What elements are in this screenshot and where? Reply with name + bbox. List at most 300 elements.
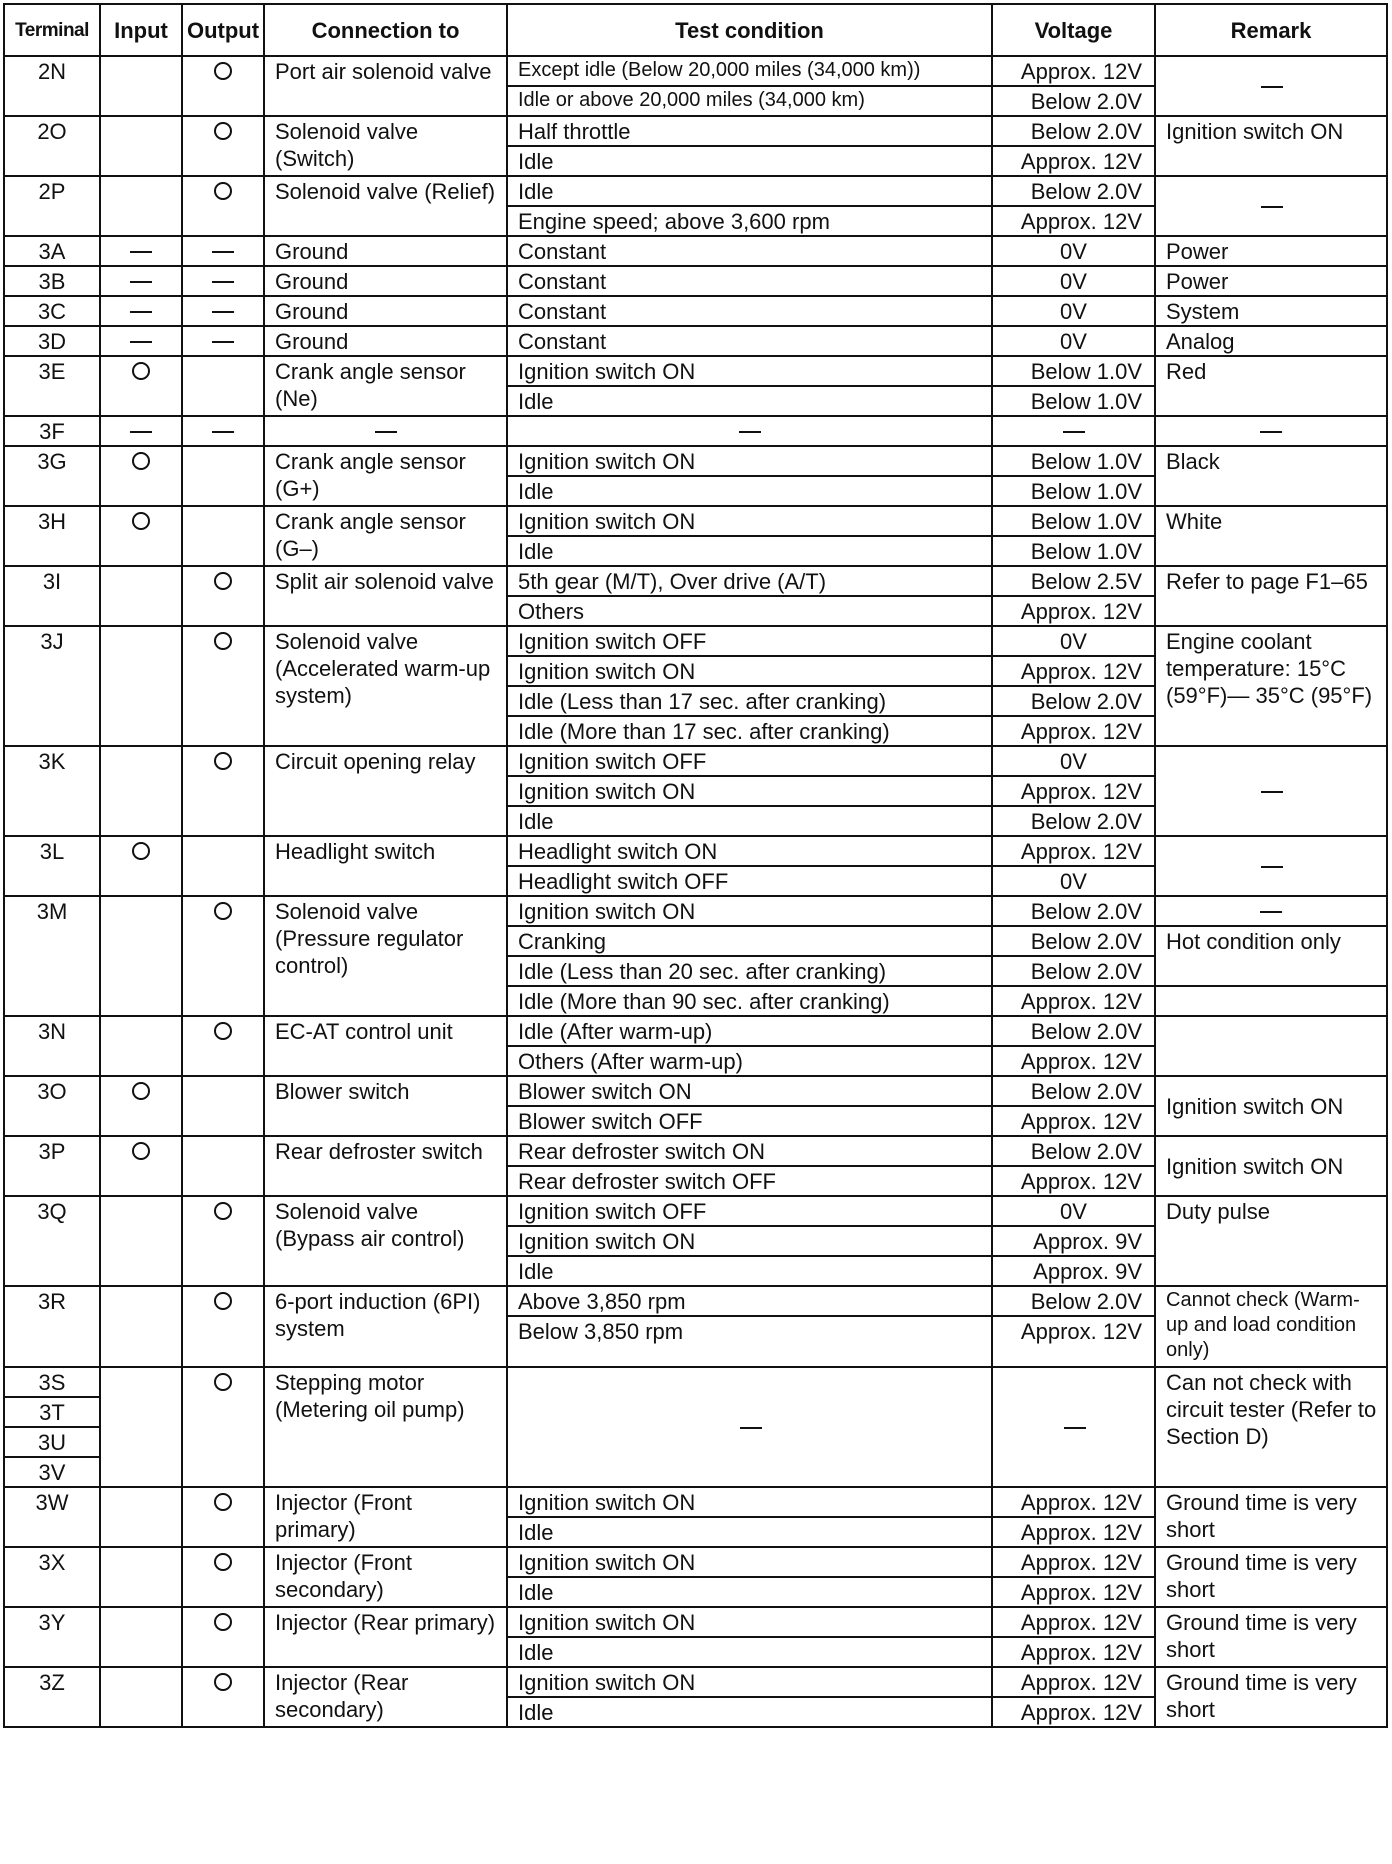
test-condition-cell: Except idle (Below 20,000 miles (34,000 km)) <box>507 56 992 86</box>
voltage-cell: Approx. 12V <box>992 1316 1155 1367</box>
header-row <box>4 4 1387 56</box>
dash-icon <box>130 281 152 283</box>
voltage-cell <box>992 1367 1155 1487</box>
table-row <box>4 1547 1387 1577</box>
header-test-condition: Test condition <box>507 4 992 56</box>
test-condition-cell: Idle (Less than 17 sec. after cranking) <box>507 686 992 716</box>
connection-cell: Ground <box>264 266 507 296</box>
terminal-cell: 3Y <box>4 1607 100 1667</box>
terminal-cell: 2N <box>4 56 100 116</box>
circle-icon <box>214 572 232 590</box>
test-condition-cell: Rear defroster switch OFF <box>507 1166 992 1196</box>
voltage-cell <box>992 416 1155 446</box>
test-condition-cell: Ignition switch ON <box>507 1607 992 1637</box>
terminal-cell: 3G <box>4 446 100 506</box>
connection-cell: Ground <box>264 236 507 266</box>
output-cell <box>182 416 264 446</box>
voltage-cell: Approx. 12V <box>992 1106 1155 1136</box>
remark-cell: Ground time is very short <box>1155 1667 1387 1727</box>
circle-icon <box>214 1292 232 1310</box>
input-cell <box>100 896 182 1016</box>
table-row <box>4 266 1387 296</box>
table-row <box>4 1487 1387 1517</box>
output-cell <box>182 446 264 506</box>
header-output: Output <box>182 4 264 56</box>
voltage-cell: Approx. 9V <box>992 1256 1155 1286</box>
terminal-cell: 3W <box>4 1487 100 1547</box>
terminal-cell: 3K <box>4 746 100 836</box>
terminal-cell: 3J <box>4 626 100 746</box>
test-condition-cell: Ignition switch ON <box>507 656 992 686</box>
dash-icon <box>212 281 234 283</box>
output-cell <box>182 1547 264 1607</box>
dash-icon <box>1261 206 1283 208</box>
voltage-cell: Approx. 12V <box>992 1577 1155 1607</box>
table-row <box>4 416 1387 446</box>
dash-icon <box>1260 911 1282 913</box>
dash-icon <box>1261 866 1283 868</box>
voltage-cell: 0V <box>992 326 1155 356</box>
voltage-cell: Below 1.0V <box>992 536 1155 566</box>
table-row <box>4 116 1387 146</box>
remark-cell: Black <box>1155 446 1387 506</box>
terminal-cell: 3M <box>4 896 100 1016</box>
test-condition-cell <box>507 416 992 446</box>
test-condition-cell: Ignition switch ON <box>507 1547 992 1577</box>
test-condition-cell: 5th gear (M/T), Over drive (A/T) <box>507 566 992 596</box>
connection-cell: Circuit opening relay <box>264 746 507 836</box>
table-row <box>4 1016 1387 1046</box>
connection-cell: Solenoid valve (Relief) <box>264 176 507 236</box>
voltage-cell: Below 2.0V <box>992 1136 1155 1166</box>
circle-icon <box>214 1202 232 1220</box>
dash-icon <box>740 1427 762 1429</box>
table-row <box>4 1667 1387 1697</box>
voltage-cell: Approx. 9V <box>992 1226 1155 1256</box>
voltage-cell: Below 1.0V <box>992 476 1155 506</box>
test-condition-cell: Rear defroster switch ON <box>507 1136 992 1166</box>
remark-cell: Ground time is very short <box>1155 1547 1387 1607</box>
connection-cell: Ground <box>264 296 507 326</box>
voltage-cell: Approx. 12V <box>992 1547 1155 1577</box>
connection-cell: Headlight switch <box>264 836 507 896</box>
table-row <box>4 1286 1387 1316</box>
voltage-cell: Below 1.0V <box>992 356 1155 386</box>
output-cell <box>182 1667 264 1727</box>
output-cell <box>182 626 264 746</box>
connection-cell: Rear defroster switch <box>264 1136 507 1196</box>
output-cell <box>182 356 264 416</box>
test-condition-cell: Engine speed; above 3,600 rpm <box>507 206 992 236</box>
remark-cell <box>1155 896 1387 926</box>
remark-cell: Power <box>1155 236 1387 266</box>
test-condition-cell: Ignition switch OFF <box>507 746 992 776</box>
connection-cell: Crank angle sensor (G–) <box>264 506 507 566</box>
circle-icon <box>132 512 150 530</box>
remark-cell: Power <box>1155 266 1387 296</box>
circle-icon <box>132 362 150 380</box>
output-cell <box>182 236 264 266</box>
connection-cell: Crank angle sensor (Ne) <box>264 356 507 416</box>
circle-icon <box>214 1373 232 1391</box>
output-cell <box>182 176 264 236</box>
dash-icon <box>130 431 152 433</box>
output-cell <box>182 296 264 326</box>
input-cell <box>100 356 182 416</box>
test-condition-cell: Ignition switch ON <box>507 896 992 926</box>
table-row <box>4 1607 1387 1637</box>
terminal-cell: 3V <box>4 1457 100 1487</box>
connection-cell: Injector (Front secondary) <box>264 1547 507 1607</box>
header-terminal: Terminal <box>4 4 100 56</box>
test-condition-cell: Cranking <box>507 926 992 956</box>
terminal-cell: 3O <box>4 1076 100 1136</box>
voltage-cell: Approx. 12V <box>992 1517 1155 1547</box>
input-cell <box>100 1286 182 1367</box>
output-cell <box>182 1076 264 1136</box>
output-cell <box>182 1136 264 1196</box>
test-condition-cell <box>507 1367 992 1487</box>
dash-icon <box>130 251 152 253</box>
voltage-cell: Approx. 12V <box>992 716 1155 746</box>
output-cell <box>182 116 264 176</box>
terminal-cell: 2P <box>4 176 100 236</box>
input-cell <box>100 416 182 446</box>
output-cell <box>182 1016 264 1076</box>
voltage-cell: Below 2.0V <box>992 1076 1155 1106</box>
circle-icon <box>132 452 150 470</box>
connection-cell: Stepping motor (Metering oil pump) <box>264 1367 507 1487</box>
test-condition-cell: Ignition switch ON <box>507 776 992 806</box>
input-cell <box>100 1487 182 1547</box>
terminal-cell: 3C <box>4 296 100 326</box>
connection-cell: Solenoid valve (Switch) <box>264 116 507 176</box>
remark-cell <box>1155 56 1387 116</box>
voltage-cell: Below 1.0V <box>992 386 1155 416</box>
test-condition-cell: Ignition switch ON <box>507 446 992 476</box>
test-condition-cell: Constant <box>507 266 992 296</box>
voltage-cell: 0V <box>992 746 1155 776</box>
test-condition-cell: Ignition switch OFF <box>507 1196 992 1226</box>
remark-cell: White <box>1155 506 1387 566</box>
dash-icon <box>212 341 234 343</box>
connection-cell: Solenoid valve (Pressure regulator control) <box>264 896 507 1016</box>
output-cell <box>182 56 264 116</box>
test-condition-cell: Idle <box>507 386 992 416</box>
voltage-cell: 0V <box>992 1196 1155 1226</box>
output-cell <box>182 506 264 566</box>
circle-icon <box>214 752 232 770</box>
voltage-cell: Approx. 12V <box>992 56 1155 86</box>
input-cell <box>100 566 182 626</box>
connection-cell: Blower switch <box>264 1076 507 1136</box>
circle-icon <box>214 182 232 200</box>
output-cell <box>182 1487 264 1547</box>
remark-cell: Ground time is very short <box>1155 1607 1387 1667</box>
input-cell <box>100 626 182 746</box>
table-row <box>4 296 1387 326</box>
test-condition-cell: Idle (More than 90 sec. after cranking) <box>507 986 992 1016</box>
circle-icon <box>214 1673 232 1691</box>
input-cell <box>100 236 182 266</box>
dash-icon <box>375 431 397 433</box>
voltage-cell: Approx. 12V <box>992 986 1155 1016</box>
output-cell <box>182 746 264 836</box>
input-cell <box>100 746 182 836</box>
terminal-cell: 3D <box>4 326 100 356</box>
dash-icon <box>739 431 761 433</box>
input-cell <box>100 1607 182 1667</box>
voltage-cell: Below 2.0V <box>992 806 1155 836</box>
test-condition-cell: Ignition switch ON <box>507 1226 992 1256</box>
remark-cell: Cannot check (Warm-up and load condition only) <box>1155 1286 1387 1367</box>
table-row <box>4 1076 1387 1106</box>
terminal-cell: 3H <box>4 506 100 566</box>
table-row <box>4 626 1387 656</box>
dash-icon <box>1063 431 1085 433</box>
connection-cell: Solenoid valve (Accelerated warm-up system) <box>264 626 507 746</box>
test-condition-cell: Idle or above 20,000 miles (34,000 km) <box>507 86 992 116</box>
voltage-cell: Approx. 12V <box>992 1487 1155 1517</box>
test-condition-cell: Headlight switch OFF <box>507 866 992 896</box>
voltage-cell: Below 2.0V <box>992 956 1155 986</box>
voltage-cell: Approx. 12V <box>992 1166 1155 1196</box>
test-condition-cell: Headlight switch ON <box>507 836 992 866</box>
circle-icon <box>132 842 150 860</box>
table-row <box>4 506 1387 536</box>
terminal-voltage-table <box>3 3 1388 1728</box>
input-cell <box>100 446 182 506</box>
test-condition-cell: Ignition switch ON <box>507 1487 992 1517</box>
circle-icon <box>214 902 232 920</box>
voltage-cell: Approx. 12V <box>992 596 1155 626</box>
remark-cell: Engine coolant temperature: 15°C (59°F)— 35°C (95°F) <box>1155 626 1387 746</box>
table-row <box>4 236 1387 266</box>
voltage-cell: Below 2.0V <box>992 116 1155 146</box>
table-row <box>4 896 1387 926</box>
terminal-cell: 3A <box>4 236 100 266</box>
remark-cell: System <box>1155 296 1387 326</box>
circle-icon <box>214 1493 232 1511</box>
voltage-cell: Below 2.0V <box>992 926 1155 956</box>
voltage-cell: Below 2.0V <box>992 176 1155 206</box>
circle-icon <box>214 62 232 80</box>
header-connection: Connection to <box>264 4 507 56</box>
input-cell <box>100 176 182 236</box>
voltage-cell: Below 1.0V <box>992 506 1155 536</box>
dash-icon <box>130 341 152 343</box>
connection-cell: Solenoid valve (Bypass air control) <box>264 1196 507 1286</box>
voltage-cell: 0V <box>992 296 1155 326</box>
terminal-cell: 3E <box>4 356 100 416</box>
voltage-cell: 0V <box>992 266 1155 296</box>
connection-cell: EC-AT control unit <box>264 1016 507 1076</box>
test-condition-cell: Idle <box>507 536 992 566</box>
test-condition-cell: Constant <box>507 326 992 356</box>
terminal-cell: 3U <box>4 1427 100 1457</box>
remark-cell <box>1155 416 1387 446</box>
output-cell <box>182 326 264 356</box>
voltage-cell: Approx. 12V <box>992 146 1155 176</box>
table-row <box>4 56 1387 86</box>
header-voltage: Voltage <box>992 4 1155 56</box>
terminal-voltage-sheet <box>3 3 1386 1859</box>
test-condition-cell: Idle <box>507 476 992 506</box>
output-cell <box>182 1367 264 1487</box>
test-condition-cell: Constant <box>507 236 992 266</box>
remark-cell: Red <box>1155 356 1387 416</box>
remark-cell: Hot condition only <box>1155 926 1387 986</box>
connection-cell: 6-port induction (6PI) system <box>264 1286 507 1367</box>
voltage-cell: Approx. 12V <box>992 206 1155 236</box>
test-condition-cell: Above 3,850 rpm <box>507 1286 992 1316</box>
dash-icon <box>1064 1427 1086 1429</box>
test-condition-cell: Ignition switch OFF <box>507 626 992 656</box>
terminal-cell: 3S <box>4 1367 100 1397</box>
output-cell <box>182 1286 264 1367</box>
remark-cell: Ground time is very short <box>1155 1487 1387 1547</box>
test-condition-cell: Constant <box>507 296 992 326</box>
voltage-cell: Approx. 12V <box>992 776 1155 806</box>
test-condition-cell: Blower switch OFF <box>507 1106 992 1136</box>
test-condition-cell: Ignition switch ON <box>507 356 992 386</box>
voltage-cell: Approx. 12V <box>992 1607 1155 1637</box>
remark-cell <box>1155 1016 1387 1076</box>
connection-cell <box>264 416 507 446</box>
dash-icon <box>212 311 234 313</box>
terminal-cell: 3B <box>4 266 100 296</box>
remark-cell <box>1155 836 1387 896</box>
input-cell <box>100 326 182 356</box>
terminal-cell: 3P <box>4 1136 100 1196</box>
dash-icon <box>212 251 234 253</box>
terminal-cell: 3L <box>4 836 100 896</box>
circle-icon <box>214 632 232 650</box>
remark-cell <box>1155 746 1387 836</box>
connection-cell: Crank angle sensor (G+) <box>264 446 507 506</box>
dash-icon <box>1261 791 1283 793</box>
circle-icon <box>132 1142 150 1160</box>
table-row <box>4 566 1387 596</box>
table-row <box>4 746 1387 776</box>
input-cell <box>100 836 182 896</box>
test-condition-cell: Ignition switch ON <box>507 506 992 536</box>
dash-icon <box>212 431 234 433</box>
test-condition-cell: Idle <box>507 1577 992 1607</box>
table-row <box>4 1367 1387 1397</box>
remark-cell: Analog <box>1155 326 1387 356</box>
voltage-cell: Approx. 12V <box>992 1667 1155 1697</box>
test-condition-cell: Idle (Less than 20 sec. after cranking) <box>507 956 992 986</box>
circle-icon <box>132 1082 150 1100</box>
voltage-cell: Approx. 12V <box>992 836 1155 866</box>
terminal-cell: 3F <box>4 416 100 446</box>
table-row <box>4 1196 1387 1226</box>
circle-icon <box>214 122 232 140</box>
output-cell <box>182 896 264 1016</box>
test-condition-cell: Idle (After warm-up) <box>507 1016 992 1046</box>
input-cell <box>100 1367 182 1487</box>
output-cell <box>182 836 264 896</box>
circle-icon <box>214 1553 232 1571</box>
terminal-cell: 3X <box>4 1547 100 1607</box>
voltage-cell: Below 2.0V <box>992 896 1155 926</box>
test-condition-cell: Others (After warm-up) <box>507 1046 992 1076</box>
table-row <box>4 176 1387 206</box>
input-cell <box>100 1136 182 1196</box>
output-cell <box>182 566 264 626</box>
header-input: Input <box>100 4 182 56</box>
table-row <box>4 446 1387 476</box>
voltage-cell: Below 2.0V <box>992 86 1155 116</box>
output-cell <box>182 1607 264 1667</box>
remark-cell: Refer to page F1–65 <box>1155 566 1387 626</box>
test-condition-cell: Idle <box>507 1256 992 1286</box>
input-cell <box>100 296 182 326</box>
circle-icon <box>214 1022 232 1040</box>
test-condition-cell: Half throttle <box>507 116 992 146</box>
voltage-cell: Below 2.0V <box>992 1016 1155 1046</box>
test-condition-cell: Idle <box>507 1517 992 1547</box>
test-condition-cell: Idle <box>507 1697 992 1727</box>
input-cell <box>100 266 182 296</box>
voltage-cell: 0V <box>992 866 1155 896</box>
test-condition-cell: Others <box>507 596 992 626</box>
test-condition-cell: Ignition switch ON <box>507 1667 992 1697</box>
voltage-cell: Approx. 12V <box>992 1046 1155 1076</box>
dash-icon <box>130 311 152 313</box>
test-condition-cell: Blower switch ON <box>507 1076 992 1106</box>
input-cell <box>100 506 182 566</box>
remark-cell: Can not check with circuit tester (Refer to Section D) <box>1155 1367 1387 1487</box>
terminal-cell: 3Q <box>4 1196 100 1286</box>
input-cell <box>100 1016 182 1076</box>
voltage-cell: Approx. 12V <box>992 1697 1155 1727</box>
connection-cell: Injector (Rear secondary) <box>264 1667 507 1727</box>
voltage-cell: Approx. 12V <box>992 656 1155 686</box>
test-condition-cell: Idle <box>507 806 992 836</box>
dash-icon <box>1260 431 1282 433</box>
input-cell <box>100 1196 182 1286</box>
voltage-cell: Approx. 12V <box>992 1637 1155 1667</box>
input-cell <box>100 116 182 176</box>
terminal-cell: 2O <box>4 116 100 176</box>
remark-cell: Duty pulse <box>1155 1196 1387 1286</box>
table-row <box>4 326 1387 356</box>
connection-cell: Ground <box>264 326 507 356</box>
connection-cell: Split air solenoid valve <box>264 566 507 626</box>
connection-cell: Injector (Rear primary) <box>264 1607 507 1667</box>
output-cell <box>182 1196 264 1286</box>
voltage-cell: 0V <box>992 236 1155 266</box>
test-condition-cell: Idle <box>507 176 992 206</box>
terminal-cell: 3T <box>4 1397 100 1427</box>
dash-icon <box>1261 86 1283 88</box>
terminal-cell: 3N <box>4 1016 100 1076</box>
voltage-cell: Below 2.0V <box>992 686 1155 716</box>
input-cell <box>100 1076 182 1136</box>
table-row <box>4 836 1387 866</box>
voltage-cell: Below 2.0V <box>992 1286 1155 1316</box>
connection-cell: Injector (Front primary) <box>264 1487 507 1547</box>
voltage-cell: 0V <box>992 626 1155 656</box>
input-cell <box>100 1667 182 1727</box>
output-cell <box>182 266 264 296</box>
test-condition-cell: Idle (More than 17 sec. after cranking) <box>507 716 992 746</box>
header-remark: Remark <box>1155 4 1387 56</box>
terminal-cell: 3Z <box>4 1667 100 1727</box>
remark-cell <box>1155 986 1387 1016</box>
